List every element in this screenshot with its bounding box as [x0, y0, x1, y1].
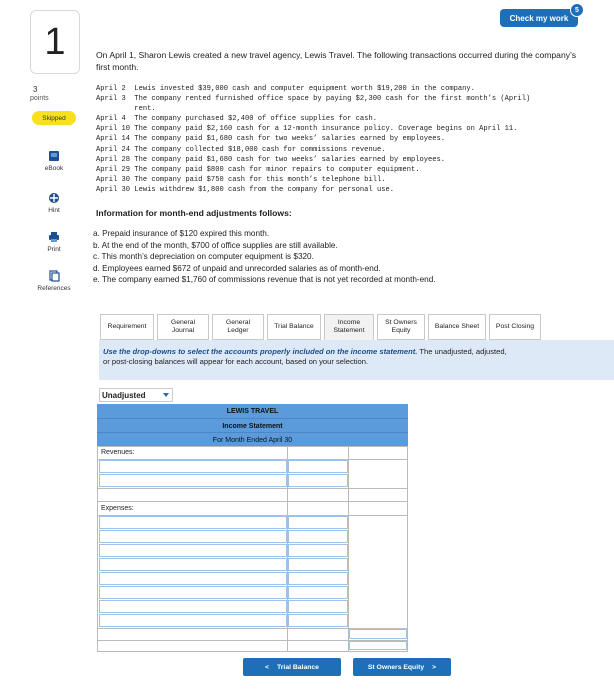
statement-period: For Month Ended April 30	[97, 432, 408, 447]
revenue-account-select-2[interactable]	[99, 474, 287, 487]
expense-amount-4[interactable]	[288, 558, 348, 571]
instructions-text	[103, 347, 613, 367]
status-badge: Skipped	[32, 111, 76, 125]
tab-general-ledger[interactable]: General Ledger	[212, 314, 264, 340]
sidebar-item-hint[interactable]	[30, 192, 78, 214]
transaction-line: April 10 The company paid $2,160 cash for a 12-month insurance policy. Coverage begins on April 11.	[96, 125, 518, 134]
revenue-amount-2[interactable]	[288, 474, 348, 487]
sidebar-item-ebook[interactable]	[30, 150, 78, 172]
requirement-tabs	[100, 314, 544, 340]
expense-amount-1[interactable]	[288, 516, 348, 529]
tab-income-statement[interactable]: Income Statement	[324, 314, 374, 340]
expense-account-select-8[interactable]	[99, 614, 287, 627]
expense-account-select-3[interactable]	[99, 544, 287, 557]
attempts-badge: 5	[570, 3, 584, 17]
balance-type-select[interactable]	[99, 388, 173, 402]
transactions-list	[96, 84, 530, 195]
revenue-account-select-1[interactable]	[99, 460, 287, 473]
instructions-line2: or post-closing balances will appear for each account, based on your selection.	[103, 357, 369, 366]
expenses-label: Expenses:	[101, 505, 134, 512]
tab-trial-balance[interactable]: Trial Balance	[267, 314, 321, 340]
ebook-icon	[48, 150, 60, 162]
points-label: points	[30, 95, 49, 102]
expense-account-select-4[interactable]	[99, 558, 287, 571]
revenue-amount-1[interactable]	[288, 460, 348, 473]
adjustment-item: d. Employees earned $672 of unpaid and unrecorded salaries as of month-end.	[93, 263, 381, 273]
instructions-rest: The unadjusted, adjusted,	[417, 347, 507, 356]
tab-requirement[interactable]: Requirement	[100, 314, 154, 340]
transaction-line: April 29 The company paid $800 cash for minor repairs to computer equipment.	[96, 165, 420, 174]
adjustment-item: b. At the end of the month, $700 of office supplies are still available.	[93, 240, 338, 250]
tab-st-owners-equity[interactable]: St Owners Equity	[377, 314, 425, 340]
references-icon	[48, 270, 60, 282]
adjustment-item: e. The company earned $1,760 of commissions revenue that is not yet recorded at month-end.	[93, 275, 436, 285]
chevron-left-icon: <	[265, 663, 270, 671]
adjustments-list	[93, 228, 436, 286]
tab-general-journal[interactable]: General Journal	[157, 314, 209, 340]
total-expenses-amount[interactable]	[349, 629, 407, 639]
expense-account-select-6[interactable]	[99, 586, 287, 599]
transaction-line: April 30 Lewis withdrew $1,800 cash from the company for personal use.	[96, 185, 394, 194]
adjustment-item: c. This month’s depreciation on computer equipment is $320.	[93, 252, 314, 262]
expense-account-select-7[interactable]	[99, 600, 287, 613]
transaction-line: April 14 The company paid $1,680 cash for two weeks’ salaries earned by employees.	[96, 135, 446, 144]
expense-account-select-2[interactable]	[99, 530, 287, 543]
problem-intro: On April 1, Sharon Lewis created a new travel agency, Lewis Travel. The following transactions occurred during the company’s first month.	[96, 50, 577, 72]
balance-type-value: Unadjusted	[102, 390, 146, 400]
transaction-line: April 4 The company purchased $2,400 of office supplies for cash.	[96, 115, 377, 124]
adjustments-heading: Information for month-end adjustments follows:	[96, 208, 292, 218]
transaction-line: April 24 The company collected $18,000 cash for commissions revenue.	[96, 145, 386, 154]
net-income-amount[interactable]	[349, 641, 407, 650]
tab-balance-sheet[interactable]: Balance Sheet	[428, 314, 486, 340]
transaction-line: rent.	[96, 105, 156, 114]
expense-amount-5[interactable]	[288, 572, 348, 585]
next-st-owners-equity-button[interactable]	[353, 658, 451, 676]
expense-account-select-5[interactable]	[99, 572, 287, 585]
sidebar-item-label: Print	[47, 246, 61, 253]
sidebar-item-references[interactable]	[30, 270, 78, 292]
question-number: 1	[30, 10, 80, 74]
expense-amount-2[interactable]	[288, 530, 348, 543]
transaction-line: April 3 The company rented furnished office space by paying $2,300 cash for the first month’s (April)	[96, 95, 531, 104]
chevron-right-icon: >	[432, 663, 437, 671]
instructions-highlight: Use the drop-downs to select the accounts properly included on the income statement.	[103, 347, 418, 356]
sidebar-item-label: References	[37, 285, 71, 292]
tab-post-closing[interactable]: Post Closing	[489, 314, 541, 340]
transaction-line: April 28 The company paid $1,680 cash for two weeks’ salaries earned by employees.	[96, 155, 446, 164]
transaction-line: April 2 Lewis invested $39,000 cash and computer equipment worth $19,200 in the company.	[96, 85, 475, 93]
transaction-line: April 30 The company paid $750 cash for this month’s telephone bill.	[96, 175, 386, 184]
expense-amount-6[interactable]	[288, 586, 348, 599]
statement-company: LEWIS TRAVEL	[97, 404, 408, 418]
chevron-down-icon	[163, 393, 169, 397]
sidebar-item-label: Hint	[48, 207, 60, 214]
expense-amount-7[interactable]	[288, 600, 348, 613]
hint-icon	[48, 192, 60, 204]
income-statement-table	[97, 446, 408, 652]
print-icon	[48, 231, 60, 243]
next-button-label: St Owners Equity	[367, 663, 425, 671]
sidebar-item-print[interactable]	[30, 231, 78, 253]
expense-account-select-1[interactable]	[99, 516, 287, 529]
revenues-label: Revenues:	[101, 449, 135, 456]
prev-trial-balance-button[interactable]	[243, 658, 341, 676]
points-value: 3	[33, 85, 38, 94]
expense-amount-8[interactable]	[288, 614, 348, 627]
adjustment-item: a. Prepaid insurance of $120 expired this month.	[93, 229, 270, 238]
statement-title: Income Statement	[97, 418, 408, 433]
check-my-work-button[interactable]: Check my work	[500, 9, 578, 27]
sidebar-item-label: eBook	[44, 165, 64, 172]
prev-button-label: Trial Balance	[277, 663, 319, 671]
expense-amount-3[interactable]	[288, 544, 348, 557]
